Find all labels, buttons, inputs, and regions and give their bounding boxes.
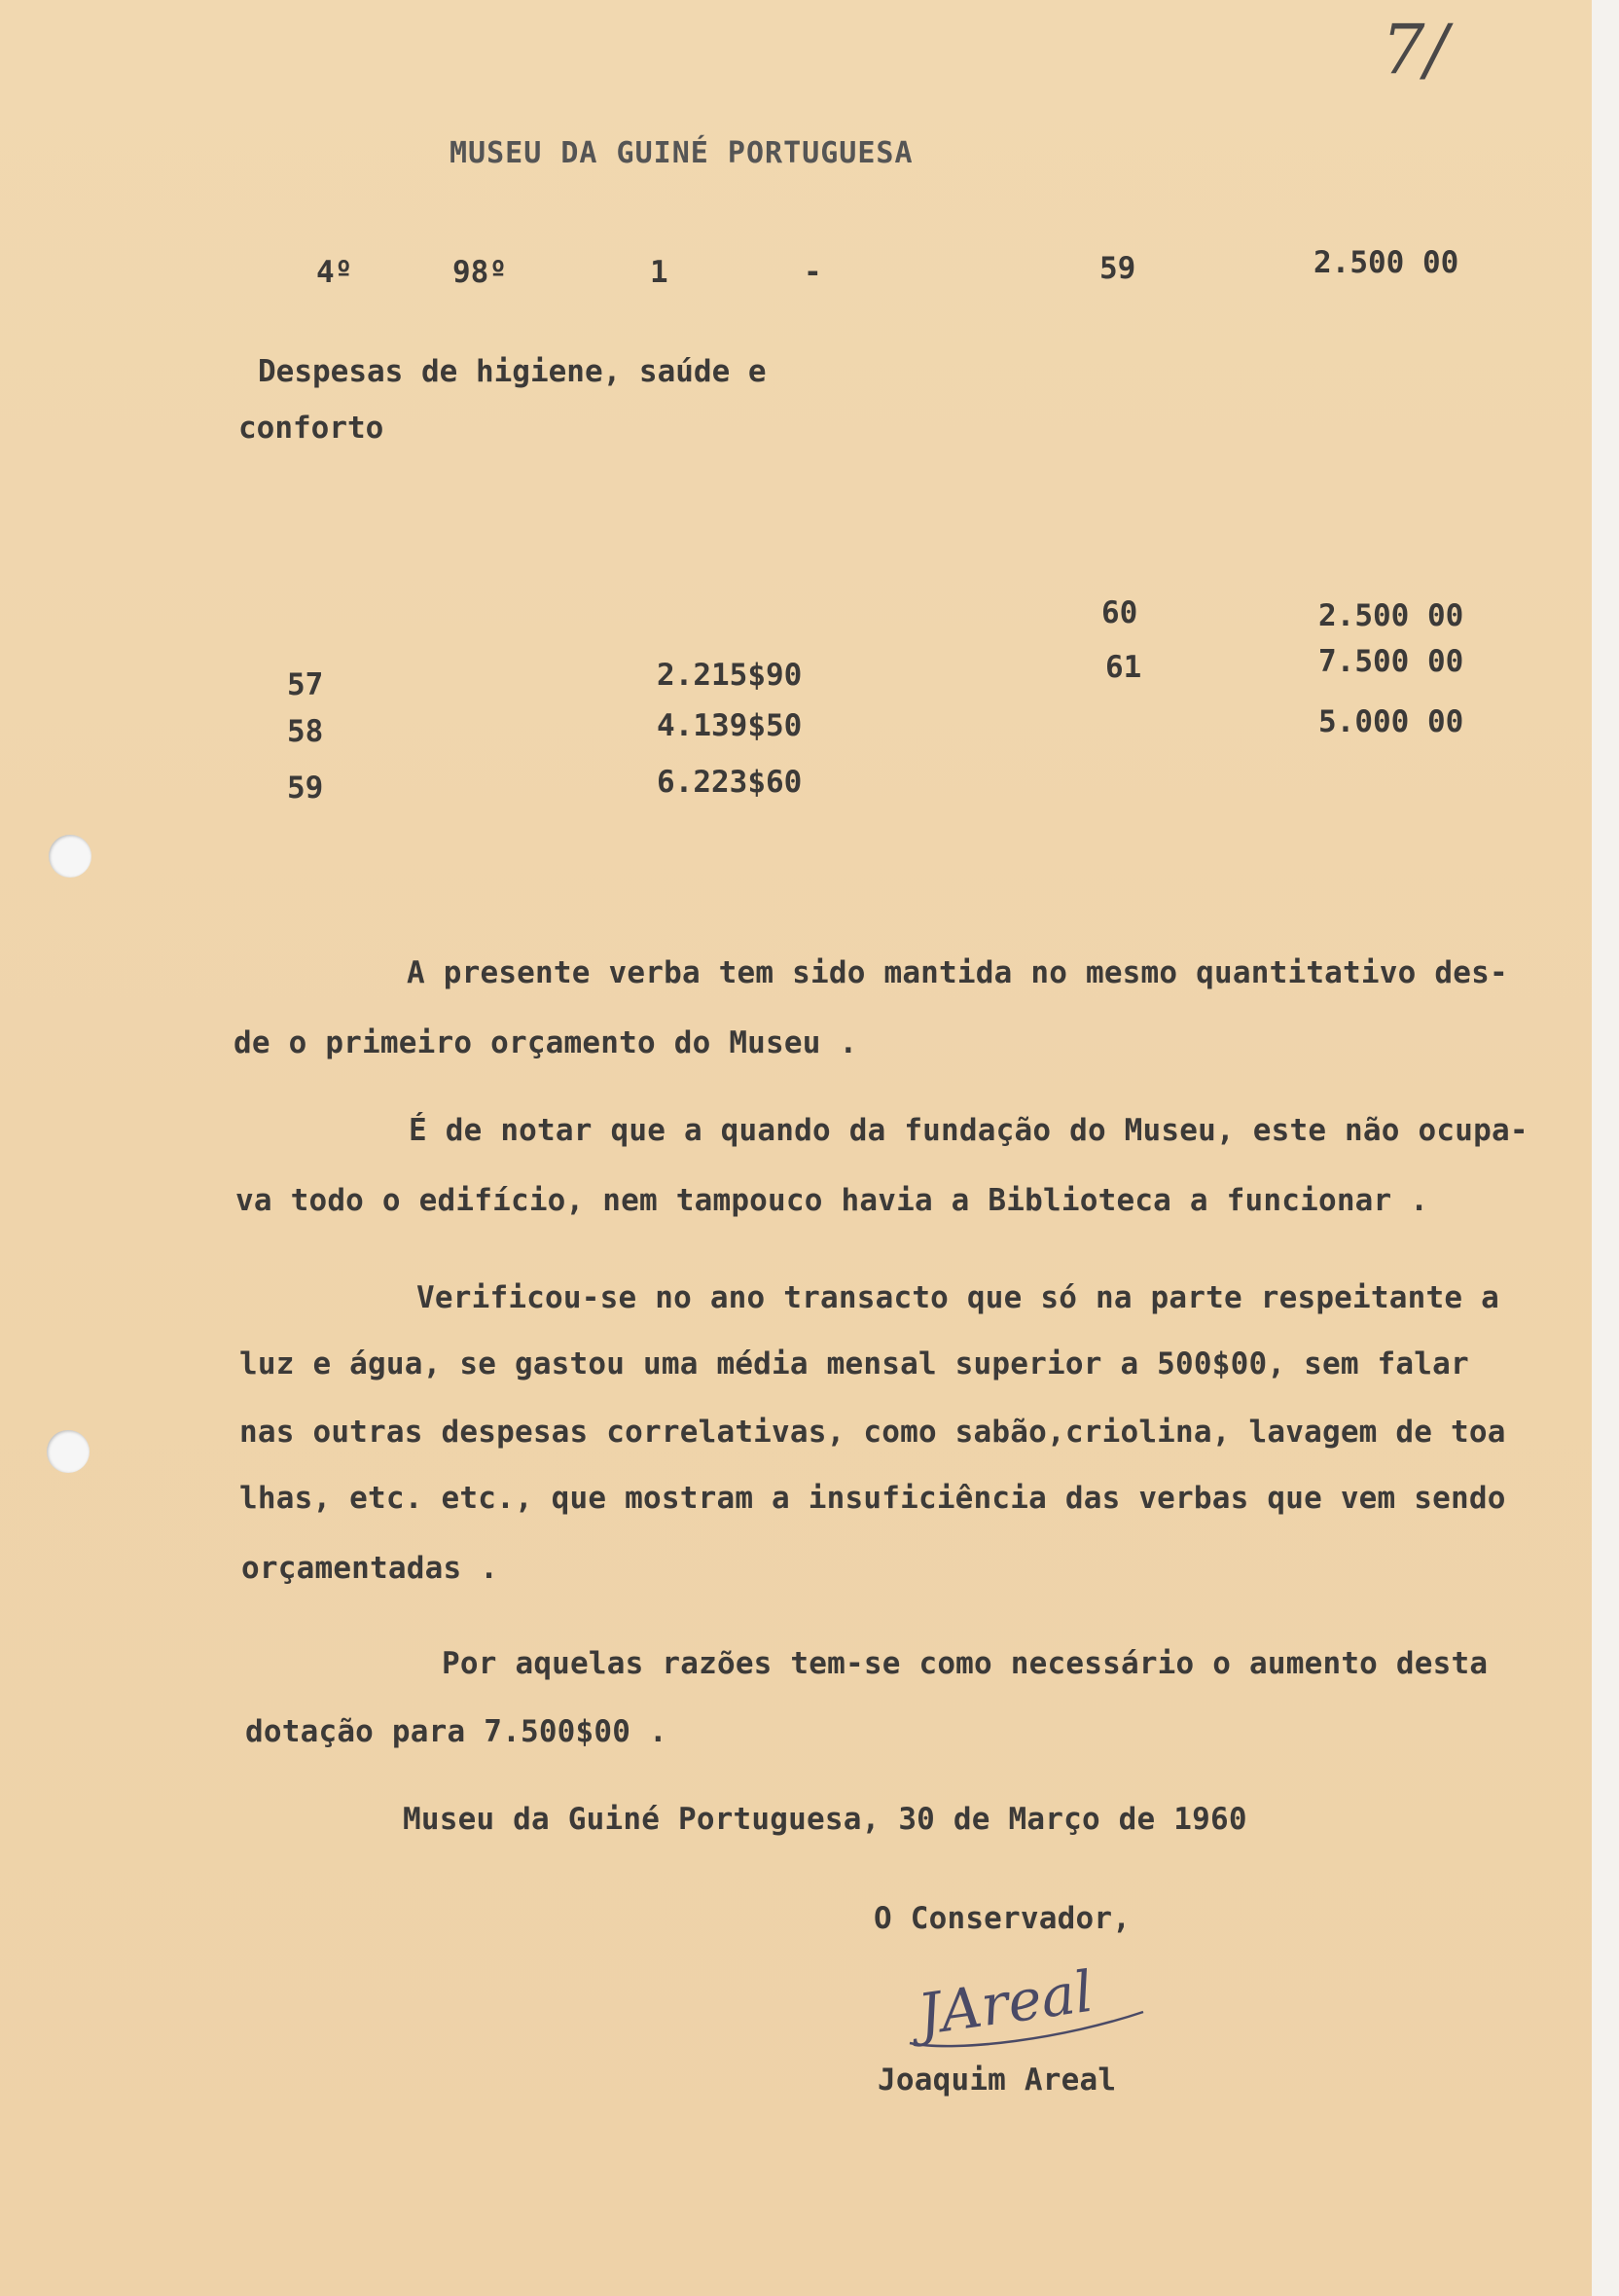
top-row-col2: 98º bbox=[452, 255, 507, 290]
left-row-amount: 2.215$90 bbox=[657, 658, 803, 693]
paragraph-line: lhas, etc. etc., que mostram a insuficiência das verbas que vem sendo bbox=[239, 1481, 1506, 1516]
header-title: MUSEU DA GUINÉ PORTUGUESA bbox=[450, 136, 914, 170]
right-row-year: 60 bbox=[1101, 595, 1138, 630]
paragraph-line: va todo o edifício, nem tampouco havia a Biblioteca a funcionar . bbox=[235, 1183, 1429, 1218]
paragraph-line: dotação para 7.500$00 . bbox=[245, 1714, 667, 1749]
right-row-amount: 5.000 00 bbox=[1318, 704, 1464, 739]
left-row-year: 57 bbox=[287, 667, 324, 702]
right-row-amount: 7.500 00 bbox=[1318, 644, 1464, 679]
paragraph-line: A presente verba tem sido mantida no mesmo quantitativo des- bbox=[407, 955, 1508, 990]
paragraph-line: de o primeiro orçamento do Museu . bbox=[234, 1025, 858, 1060]
left-row-year: 58 bbox=[287, 714, 324, 749]
left-row-amount: 6.223$60 bbox=[657, 765, 803, 800]
punch-hole bbox=[47, 1430, 90, 1473]
top-row-col3: 1 bbox=[650, 255, 668, 290]
signer-name: Joaquim Areal bbox=[878, 2063, 1117, 2098]
paragraph-line: nas outras despesas correlativas, como sabão,criolina, lavagem de toa bbox=[239, 1415, 1506, 1450]
paragraph-line: Verificou-se no ano transacto que só na parte respeitante a bbox=[416, 1280, 1499, 1315]
top-row-col5: 59 bbox=[1099, 251, 1136, 286]
left-row-amount: 4.139$50 bbox=[657, 708, 803, 743]
top-row-col1: 4º bbox=[316, 255, 353, 290]
paragraph-line: orçamentadas . bbox=[241, 1551, 499, 1586]
category-line-2: conforto bbox=[238, 411, 384, 446]
date-line: Museu da Guiné Portuguesa, 30 de Março de 1960 bbox=[403, 1802, 1247, 1837]
signature-text: JAreal bbox=[914, 1957, 1097, 2049]
page-edge bbox=[1592, 0, 1619, 2296]
page-number: 7/ bbox=[1382, 10, 1449, 90]
signoff: O Conservador, bbox=[874, 1901, 1132, 1936]
paragraph-line: Por aquelas razões tem-se como necessário o aumento desta bbox=[442, 1646, 1489, 1681]
right-row-year: 61 bbox=[1105, 650, 1142, 685]
category-line-1: Despesas de higiene, saúde e bbox=[258, 354, 767, 389]
top-row-col6: 2.500 00 bbox=[1313, 245, 1459, 280]
right-row-amount: 2.500 00 bbox=[1318, 598, 1464, 633]
paragraph-line: É de notar que a quando da fundação do Museu, este não ocupa- bbox=[409, 1113, 1529, 1148]
paragraph-line: luz e água, se gastou uma média mensal superior a 500$00, sem falar bbox=[239, 1346, 1469, 1381]
punch-hole bbox=[49, 835, 91, 878]
handwritten-signature bbox=[900, 1955, 1163, 2053]
left-row-year: 59 bbox=[287, 771, 324, 806]
top-row-col4: - bbox=[804, 255, 822, 290]
